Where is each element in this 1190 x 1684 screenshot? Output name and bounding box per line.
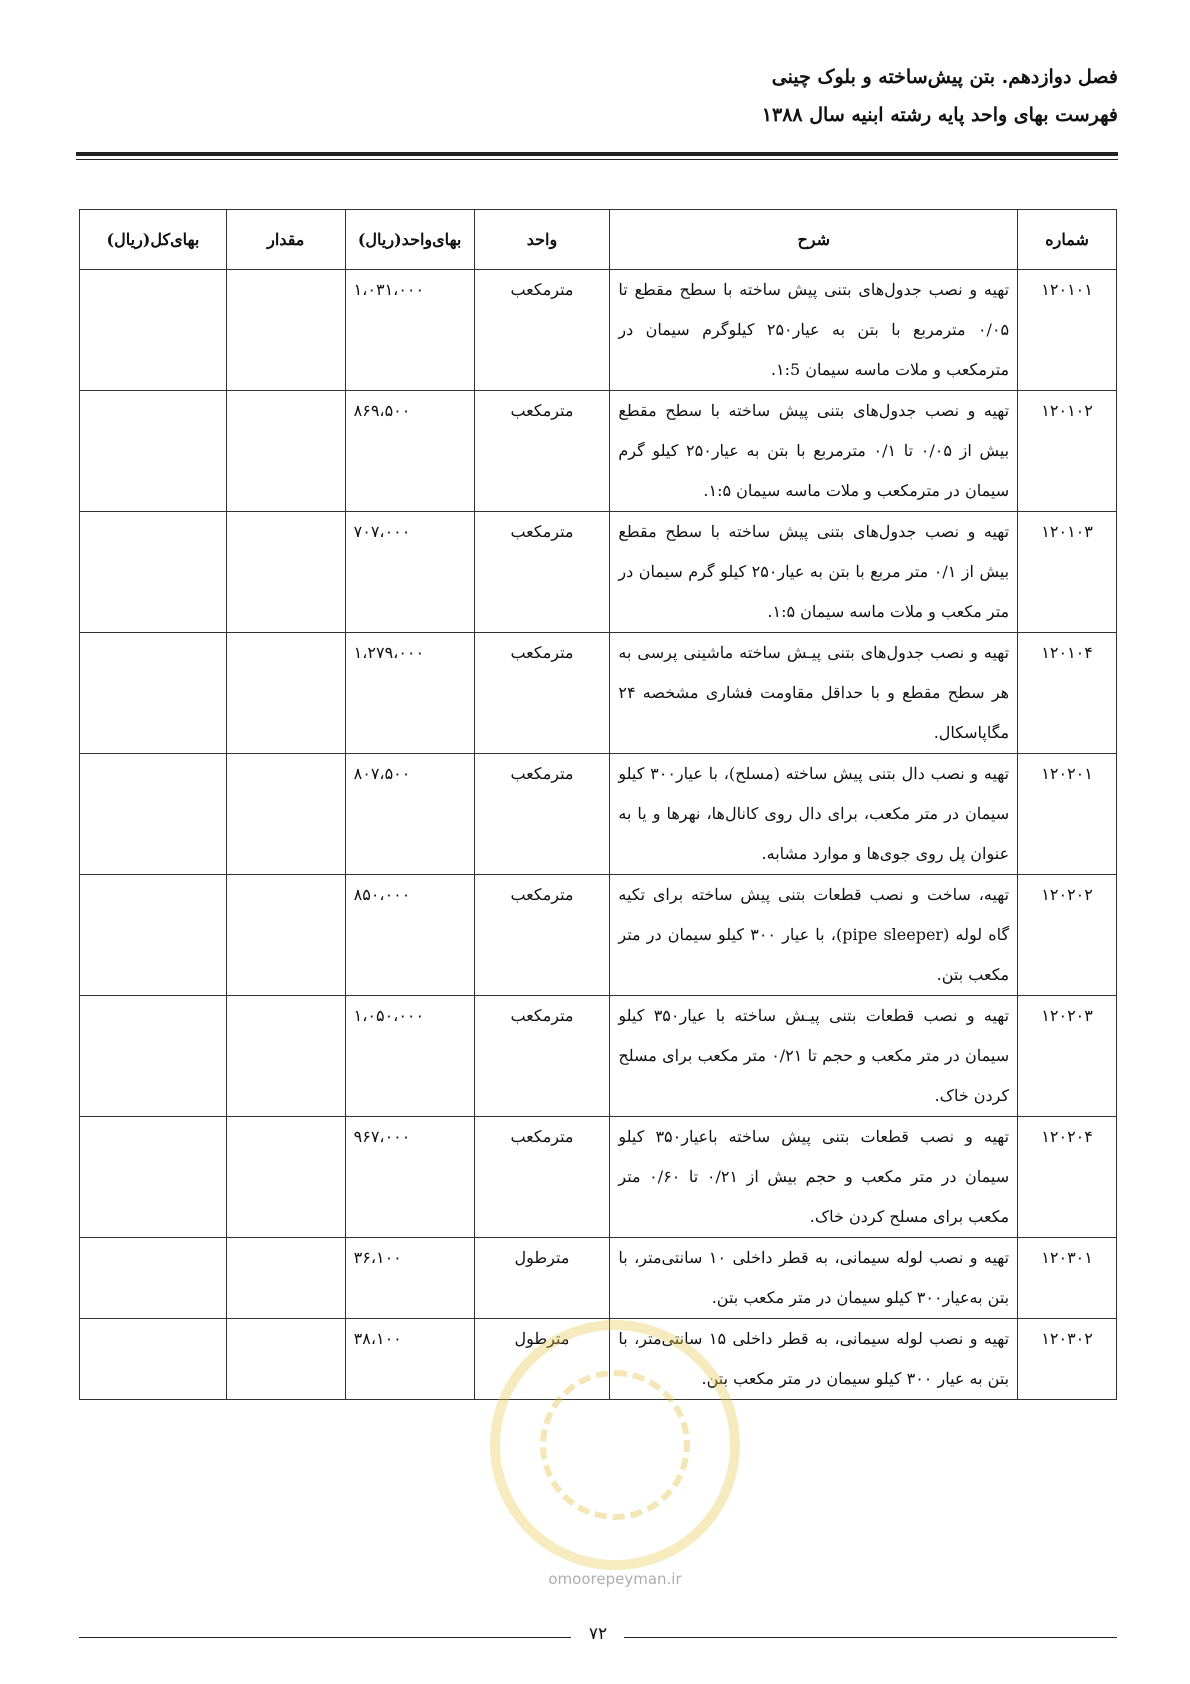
item-description: تهیه و نصب قطعات بتنی پیـش ساخته با عیار۳۵۰ کیلو سیمان در متر مکعب و حجم تا ۰/۲۱ متر مکعب برای مسلح کردن خاک. <box>610 996 1018 1117</box>
item-total-price <box>80 391 227 512</box>
table-row <box>80 270 1117 391</box>
item-unit: مترطول <box>474 1319 610 1400</box>
item-description: تهیه و نصب جدول‌های بتنی پیـش ساخته ماشینی پرسی به هر سطح مقطع و با حداقل مقاومت فشاری مشخصه ۲۴ مگاپاسکال. <box>610 633 1018 754</box>
column-header-total-price: بهای‌کل(ریال) <box>80 210 227 270</box>
table-header-row <box>80 210 1117 270</box>
column-header-quantity: مقدار <box>226 210 345 270</box>
column-header-number: شماره <box>1018 210 1117 270</box>
price-list-title: فهرست بهای واحد پایه رشته ابنیه سال ۱۳۸۸ <box>761 104 1118 126</box>
item-number: ۱۲۰۳۰۱ <box>1018 1238 1117 1319</box>
item-unit: مترمکعب <box>474 512 610 633</box>
item-number: ۱۲۰۲۰۳ <box>1018 996 1117 1117</box>
watermark-site: omoorepeyman.ir <box>548 1570 682 1588</box>
item-unit-price: ۱،۰۳۱،۰۰۰ <box>345 270 474 391</box>
item-unit: مترمکعب <box>474 633 610 754</box>
footer-rule-left <box>79 1637 571 1638</box>
item-description: تهیه و نصب قطعات بتنی پیش ساخته باعیار۳۵۰ کیلو سیمان در متر مکعب و حجم بیش از ۰/۲۱ تا ۰/۶۰ متر مکعب برای مسلح کردن خاک. <box>610 1117 1018 1238</box>
item-quantity <box>226 391 345 512</box>
table-row <box>80 996 1117 1117</box>
item-number: ۱۲۰۱۰۱ <box>1018 270 1117 391</box>
item-number: ۱۲۰۲۰۱ <box>1018 754 1117 875</box>
item-unit-price: ۸۶۹،۵۰۰ <box>345 391 474 512</box>
table-row <box>80 1117 1117 1238</box>
item-description: تهیه و نصب جدول‌های بتنی پیش ساخته با سطح مقطع تا ۰/۰۵ مترمربع با بتن به عیار۲۵۰ کیلوگرم سیمان در مترمکعب و ملات ماسه سیمان ۱:5. <box>610 270 1018 391</box>
item-unit-price: ۳۶،۱۰۰ <box>345 1238 474 1319</box>
table-row <box>80 1319 1117 1400</box>
item-quantity <box>226 754 345 875</box>
item-total-price <box>80 512 227 633</box>
header-rule-thin <box>76 159 1118 160</box>
header-rule-thick <box>76 152 1118 156</box>
item-total-price <box>80 754 227 875</box>
table-row <box>80 512 1117 633</box>
item-unit-price: ۹۶۷،۰۰۰ <box>345 1117 474 1238</box>
item-unit-price: ۱،۰۵۰،۰۰۰ <box>345 996 474 1117</box>
table-row <box>80 391 1117 512</box>
table-row <box>80 875 1117 996</box>
item-unit: مترمکعب <box>474 754 610 875</box>
page-header <box>72 58 1118 134</box>
item-unit: مترطول <box>474 1238 610 1319</box>
item-quantity <box>226 996 345 1117</box>
table-row <box>80 754 1117 875</box>
item-unit-price: ۱،۲۷۹،۰۰۰ <box>345 633 474 754</box>
item-total-price <box>80 875 227 996</box>
item-total-price <box>80 1238 227 1319</box>
item-unit: مترمکعب <box>474 875 610 996</box>
item-unit: مترمکعب <box>474 270 610 391</box>
item-quantity <box>226 1319 345 1400</box>
item-unit-price: ۷۰۷،۰۰۰ <box>345 512 474 633</box>
item-description: تهیه و نصب جدول‌های بتنی پیش ساخته با سطح مقطع بیش از ۰/۰۵ تا ۰/۱ مترمربع با بتن به عیار۲۵۰ کیلو گرم سیمان در مترمکعب و ملات ماسه سیمان ۱:۵. <box>610 391 1018 512</box>
item-quantity <box>226 270 345 391</box>
item-number: ۱۲۰۱۰۴ <box>1018 633 1117 754</box>
column-header-description: شرح <box>610 210 1018 270</box>
item-number: ۱۲۰۲۰۴ <box>1018 1117 1117 1238</box>
item-unit: مترمکعب <box>474 996 610 1117</box>
item-unit-price: ۸۰۷،۵۰۰ <box>345 754 474 875</box>
table-row <box>80 633 1117 754</box>
item-unit: مترمکعب <box>474 391 610 512</box>
footer-rule-right <box>624 1637 1117 1638</box>
table-row <box>80 1238 1117 1319</box>
item-total-price <box>80 996 227 1117</box>
chapter-title: فصل دوازدهم. بتن پیش‌ساخته و بلوک چینی <box>771 66 1118 88</box>
item-description: تهیه و نصب دال بتنی پیش ساخته (مسلح)، با عیار۳۰۰ کیلو سیمان در متر مکعب، برای دال روی کانال‌ها، نهرها و یا به عنوان پل روی جوی‌ها و موارد مشابه. <box>610 754 1018 875</box>
column-header-unit: واحد <box>474 210 610 270</box>
item-description: تهیه و نصب لوله سیمانی، به قطر داخلی ۱۵ سانتی‌متر، با بتن به عیار ۳۰۰ کیلو سیمان در متر مکعب بتن. <box>610 1319 1018 1400</box>
item-quantity <box>226 512 345 633</box>
item-description: تهیه، ساخت و نصب قطعات بتنی پیش ساخته برای تکیه گاه لوله (pipe sleeper)، با عیار ۳۰۰ کیلو سیمان در متر مکعب بتن. <box>610 875 1018 996</box>
item-number: ۱۲۰۳۰۲ <box>1018 1319 1117 1400</box>
item-quantity <box>226 1117 345 1238</box>
item-quantity <box>226 1238 345 1319</box>
item-total-price <box>80 270 227 391</box>
item-total-price <box>80 633 227 754</box>
item-number: ۱۲۰۲۰۲ <box>1018 875 1117 996</box>
item-description: تهیه و نصب لوله سیمانی، به قطر داخلی ۱۰ سانتی‌متر، با بتن به‌عیار۳۰۰ کیلو سیمان در متر مکعب بتن. <box>610 1238 1018 1319</box>
item-total-price <box>80 1319 227 1400</box>
item-total-price <box>80 1117 227 1238</box>
page-number: ۷۲ <box>588 1624 608 1644</box>
item-number: ۱۲۰۱۰۲ <box>1018 391 1117 512</box>
item-number: ۱۲۰۱۰۳ <box>1018 512 1117 633</box>
item-unit-price: ۳۸،۱۰۰ <box>345 1319 474 1400</box>
item-quantity <box>226 875 345 996</box>
item-unit-price: ۸۵۰،۰۰۰ <box>345 875 474 996</box>
item-description: تهیه و نصب جدول‌های بتنی پیش ساخته با سطح مقطع بیش از ۰/۱ متر مربع با بتن به عیار۲۵۰ کیلو گرم سیمان در متر مکعب و ملات ماسه سیمان ۱:۵. <box>610 512 1018 633</box>
item-quantity <box>226 633 345 754</box>
column-header-unit-price: بهای‌واحد(ریال) <box>345 210 474 270</box>
price-table <box>79 209 1117 1400</box>
item-unit: مترمکعب <box>474 1117 610 1238</box>
